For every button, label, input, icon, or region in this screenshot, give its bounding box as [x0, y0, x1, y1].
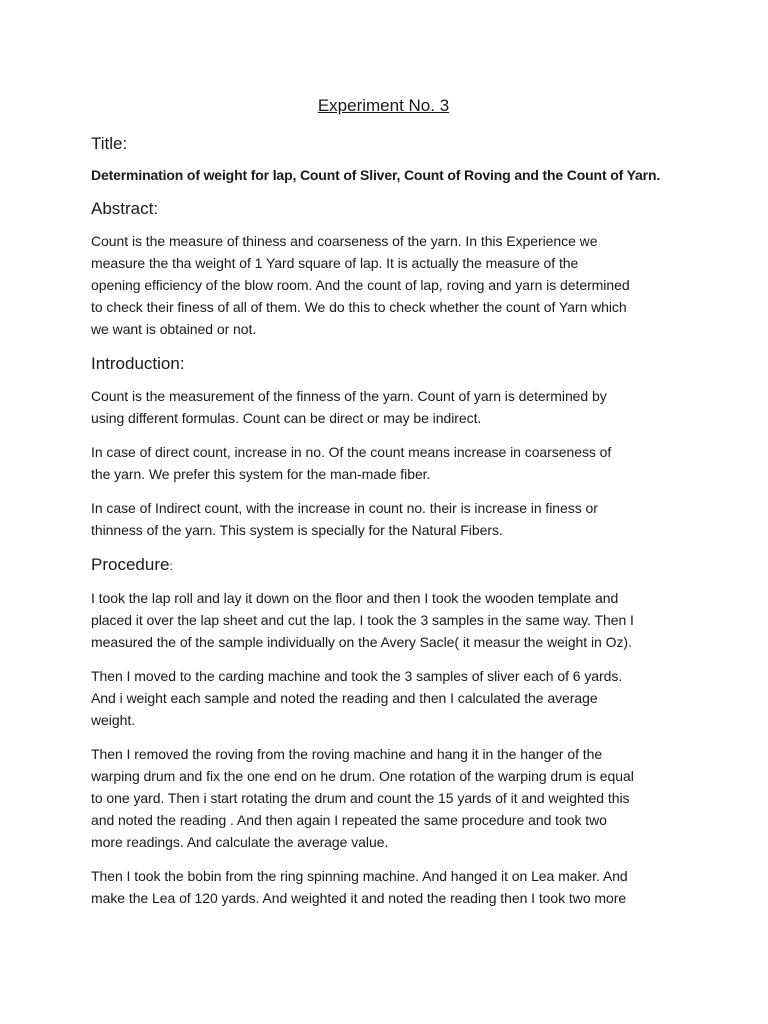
title-text: Determination of weight for lap, Count of Sliver, Count of Roving and the Count of Yarn. — [91, 167, 661, 183]
procedure-paragraph-2 — [91, 665, 676, 731]
intro-paragraph-1 — [91, 385, 676, 429]
text-line: measured the of the sample individually on the Avery Sacle( it measur the weight in Oz). — [91, 634, 632, 650]
text-line: Then I moved to the carding machine and took the 3 samples of sliver each of 6 yards. — [91, 668, 623, 684]
text-line: thinness of the yarn. This system is specially for the Natural Fibers. — [91, 522, 503, 538]
abstract-paragraph — [91, 230, 676, 340]
procedure-paragraph-1 — [91, 587, 676, 653]
intro-paragraph-2 — [91, 441, 676, 485]
text-line: And i weight each sample and noted the reading and then I calculated the average — [91, 690, 598, 706]
text-line: Count is the measurement of the finness of the yarn. Count of yarn is determined by — [91, 388, 607, 404]
text-line: In case of direct count, increase in no. Of the count means increase in coarseness of — [91, 444, 612, 460]
text-line: warping drum and fix the one end on he drum. One rotation of the warping drum is equal — [91, 768, 634, 784]
text-line: weight. — [91, 712, 136, 728]
intro-paragraph-3 — [91, 497, 676, 541]
text-line: we want is obtained or not. — [91, 321, 257, 337]
text-line: more readings. And calculate the average value. — [91, 834, 389, 850]
text-line: placed it over the lap sheet and cut the lap. I took the 3 samples in the same way. Then I — [91, 612, 634, 628]
procedure-heading — [91, 553, 676, 578]
experiment-heading: Experiment No. 3 — [317, 96, 450, 115]
text-line: Then I removed the roving from the roving machine and hang it in the hanger of the — [91, 746, 603, 762]
procedure-label: Procedure — [91, 555, 170, 574]
text-line: I took the lap roll and lay it down on the floor and then I took the wooden template and — [91, 590, 619, 606]
text-line: measure the tha weight of 1 Yard square of lap. It is actually the measure of the — [91, 255, 579, 271]
text-line: and noted the reading . And then again I repeated the same procedure and took two — [91, 812, 607, 828]
text-line: using different formulas. Count can be direct or may be indirect. — [91, 410, 482, 426]
text-line: opening efficiency of the blow room. And the count of lap, roving and yarn is determined — [91, 277, 630, 293]
text-line: In case of Indirect count, with the increase in count no. their is increase in finess or — [91, 500, 598, 516]
introduction-label: Introduction: — [91, 354, 185, 373]
abstract-label: Abstract: — [91, 199, 159, 218]
text-line: make the Lea of 120 yards. And weighted it and noted the reading then I took two more — [91, 890, 627, 906]
procedure-paragraph-3 — [91, 743, 676, 853]
text-line: Count is the measure of thiness and coarseness of the yarn. In this Experience we — [91, 233, 598, 249]
procedure-colon: : — [169, 559, 173, 573]
title-label: Title: — [91, 134, 128, 153]
text-line: to check their finess of all of them. We do this to check whether the count of Yarn which — [91, 299, 627, 315]
text-line: Then I took the bobin from the ring spinning machine. And hanged it on Lea maker. And — [91, 868, 628, 884]
text-line: to one yard. Then i start rotating the drum and count the 15 yards of it and weighted this — [91, 790, 630, 806]
procedure-paragraph-4 — [91, 865, 676, 909]
text-line: the yarn. We prefer this system for the man-made fiber. — [91, 466, 431, 482]
